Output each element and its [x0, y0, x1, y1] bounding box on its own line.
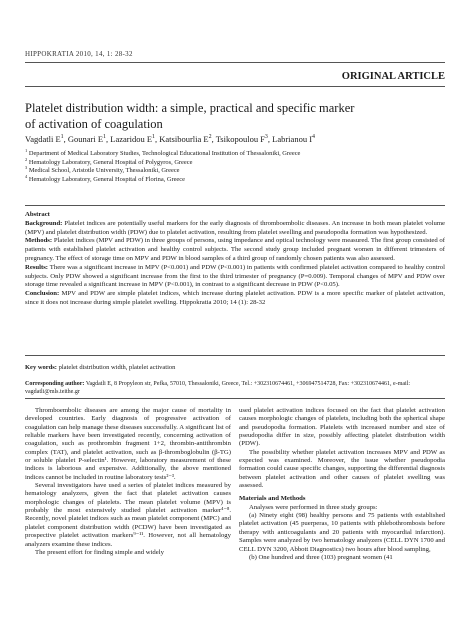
abstract — [25, 211, 445, 308]
author: Vagdatli $E^1$ — [25, 134, 64, 144]
author: Labrianou $I^4$ — [272, 134, 315, 144]
affiliation: $^4$ Hematology Laboratory, General Hospital of Florina, Greece — [25, 173, 185, 183]
author: Tsikopoulou $F^3$ — [215, 134, 268, 144]
section-label: ORIGINAL ARTICLE — [341, 71, 445, 82]
abstract-background: Background: Platelet indices are potentially useful markers for the early diagnosis of thromboembolic diseases. An increase in both mean platelet volume (MPV) and platelet distribution width (PDW) due to platelet activation, resulting from platelet swelling and pseudopodia formation was hypothesized. — [25, 219, 445, 236]
body-paragraph: The present effort for finding simple and widely — [35, 548, 164, 556]
affiliation: $^3$ Medical School, Aristotle University, Thessaloniki, Greece — [25, 165, 180, 175]
affiliation: $^1$ Department of Medical Laboratory Studies, Technological Educational Institution of Thessaloniki, Greece — [25, 147, 301, 157]
body-left-column — [25, 407, 231, 557]
author-list: Vagdatli $E^1$, Gounari $E^1$, Lazaridou $E^1$, Katsibourlia $E^2$, Tsikopoulou $F^3$, Labrianou $I^4$ — [25, 134, 315, 144]
affiliation: $^2$ Hematology Laboratory, General Hospital of Polygyros, Greece — [25, 156, 193, 166]
header-divider — [25, 62, 445, 63]
section-divider — [25, 86, 445, 87]
body-paragraph: Several investigators have used a series of platelet indices measured by hematology analyzers, given the fact that platelet activation causes morphologic changes of platelets. The mean platelet volume (MPV) is probably the most extensively studied platelet activation marker⁴⁻⁸. Recently, novel platelet indices such as mean platelet component (MPC) and platelet component distribution width (PCDW) have been investigated as prospective platelet activation markers⁹⁻¹¹. However, not all hematology analyzers examine these indices. — [25, 482, 231, 548]
article-title — [25, 101, 445, 132]
journal-citation: HIPPOKRATIA 2010, 14, 1: 28-32 — [25, 50, 133, 58]
keywords: Key words: platelet distribution width, platelet activation — [25, 364, 176, 371]
body-paragraph: The possibility whether platelet activation increases MPV and PDW as expected was examined. Moreover, the issue whether pseudopodia formation could cause specific changes, supporting the differential diagnosis between platelet activation and other causes of platelet swelling was assessed. — [239, 448, 445, 490]
section-heading-materials: Materials and Methods — [239, 495, 306, 503]
body-right-column — [239, 407, 445, 562]
body-paragraph: (a) Ninety eight (98) healthy persons and 75 patients with established platelet activation (45 puerperas, 10 patients with phlebothrombosis before therapy with anticoagulants and 20 patients with myocardial infarction). Samples were analyzed by two hematology analyzers (CELL DYN 1700 and CELL DYN 3200, Abbott Diagnostics) two hours after blood sampling, — [239, 512, 445, 553]
affiliations — [25, 147, 445, 184]
abstract-top-divider — [25, 205, 445, 206]
abstract-conclusion: Conclusion: MPV and PDW are simple platelet indices, which increase during platelet activation. PDW is a more specific marker of platelet activation, since it does not increase during simple platelet swelling. Hippokratia 2010; 14 (1): 28-32 — [25, 290, 446, 306]
abstract-heading: Abstract — [25, 211, 50, 218]
body-divider — [25, 398, 445, 399]
body-paragraph: (b) One hundred and three (103) pregnant women (41 — [249, 553, 393, 561]
author: Gounari $E^1$ — [67, 134, 107, 144]
author: Katsibourlia $E^2$ — [159, 134, 212, 144]
title-line-1: Platelet distribution width: a simple, practical and specific marker — [25, 101, 355, 115]
abstract-methods: Methods: Platelet indices (MPV and PDW) in three groups of persons, using impedance and optical technology were measured. The first group consisted of patients with established platelet activation and healthy control subjects. The second study group included pregnant women in different trimesters of pregnancy. The effect of storage time on MPV and PDW in blood samples of a third group of randomly chosen patients was also assessed. — [25, 237, 445, 262]
body-paragraph: Thromboembolic diseases are among the major cause of mortality in developed countries. Early diagnosis of progressive activation of coagulation can help manage these diseases successfully. A significant list of reliable markers have been investigated recently, concerning activation of coagulation, such as prothrombin fragment 1+2, thrombin-antithrombin complex (TAT), and platelet activation, such as β-thromboglobulin (β-TG) or soluble platelet P-selectin¹. However, laboratory measurement of these indices is laborious and expensive. Additionally, the above mentioned indices cannot be included in routine laboratory tests²⁻³. — [25, 407, 231, 481]
abstract-bottom-divider — [25, 355, 445, 356]
abstract-results: Results: There was a significant increase in MPV (P<0.001) and PDW (P<0.001) in patients with confirmed platelet activation compared to healthy control subjects. Only PDW showed a significant increase from the first to the third trimester of pregnancy (P=0.009). Temporal changes of MPV and PDW over storage time revealed a significant increase in MPV (P<0.001), in contrast to a significant decrease in PDW (P<0.05). — [25, 263, 445, 289]
author: Lazaridou $E^1$ — [110, 134, 156, 144]
body-paragraph: used platelet activation indices focused on the fact that platelet activation causes morphologic changes of platelets, including both the spherical shape and pseudopodia formation. Platelets with increased number and size of pseudopodia differ in size, possibly affecting platelet distribution width (PDW). — [239, 407, 445, 448]
corresponding-author: Corresponding author: Vagdatli E, 8 Propyleon str, Pefka, 57010, Thessaloniki, Greece, Tel.: +302310674461, +306947514728, Fax: +302310674461, e-mail: vagdatli@mls.teithe.gr — [25, 381, 411, 395]
body-paragraph: Analyses were performed in three study groups: — [249, 503, 378, 511]
title-line-2: of activation of coagulation — [25, 116, 163, 131]
